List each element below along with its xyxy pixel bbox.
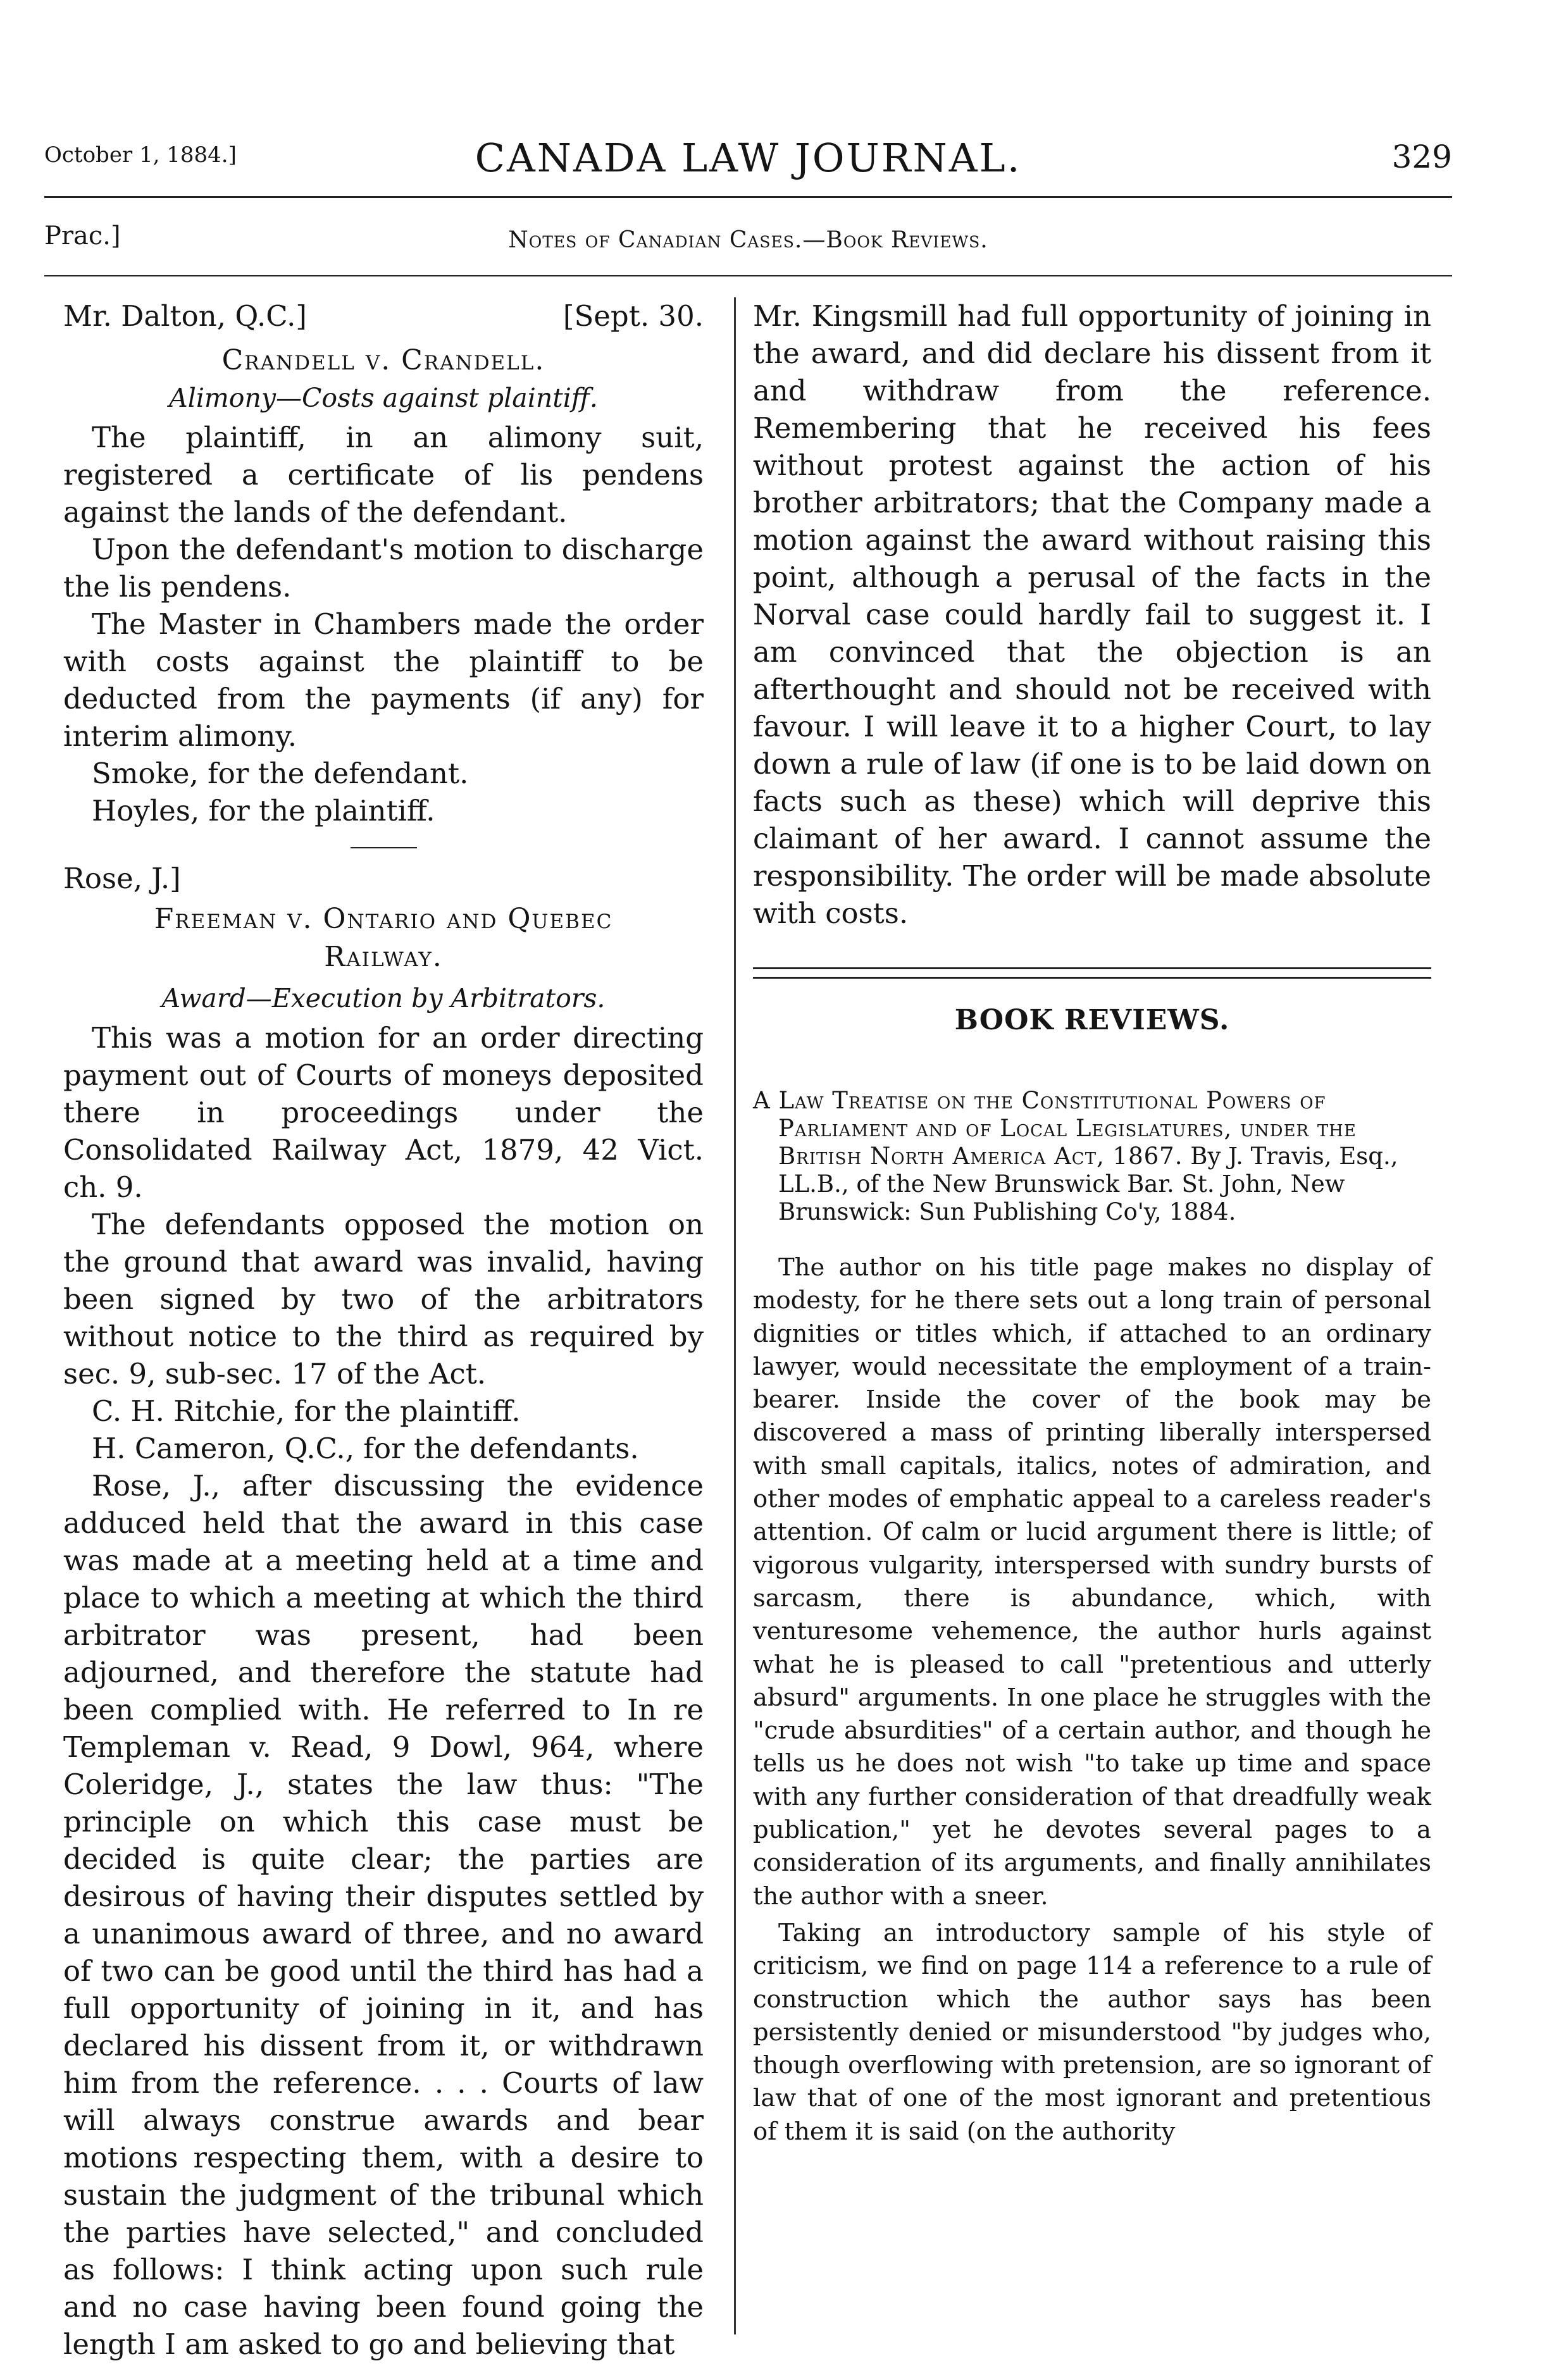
case2-title-line1: Freeman v. Ontario and Quebec [154, 903, 613, 935]
page-number: 329 [1391, 139, 1452, 175]
review-paragraph: The author on his title page makes no display of modesty, for he there sets out a long train of personal dignities or titles which, if attached to an ordinary lawyer, would necessitate the employment of a train-bearer. Inside the cover of the book may be discovered a mass of printing liberally interspersed with small capitals, italics, notes of admiration, and other modes of emphatic appeal to a careless reader's attention. Of calm or lucid argument there is little; of vigorous vulgarity, interspersed with sundry bursts of sarcasm, there is abundance, which, with venturesome vehemence, the author hurls against what he is pleased to call "pretentious and utterly absurd" arguments. In one place he struggles with the "crude absurdities" of a certain author, and though he tells us he does not wish "to take up time and space with any further consideration of that dreadfully weak publication," yet he devotes several pages to a consideration of its arguments, and finally annihilates the author with a sneer. [753, 1253, 1431, 1911]
review-paragraph: Taking an introductory sample of his style of criticism, we find on page 114 a reference to a rule of construction which the author says has been persistently denied or misunderstood "by judges who, though overflowing with pretension, are so ignorant of law that of one of the most ignorant and pretentious of them it is said (on the authority [753, 1918, 1431, 2146]
section-rule [44, 275, 1452, 276]
case2-title [63, 900, 704, 976]
case1-headnote: Alimony—Costs against plaintiff. [169, 383, 598, 413]
left-column [63, 297, 704, 2363]
case2-title-line2: Railway. [324, 941, 443, 973]
book-byline: By J. Travis, Esq., LL.B., of the New Brunswick Bar. St. John, New Brunswick: Sun Publishing Co'y, 1884. [778, 1143, 1398, 1225]
case2-counsel: H. Cameron, Q.C., for the defendants. [92, 1432, 639, 1465]
case2-judge-line [63, 860, 704, 898]
case1-judge-line [63, 297, 704, 335]
case1-title: Crandell v. Crandell. [221, 344, 545, 376]
case2-paragraph: This was a motion for an order directing payment out of Courts of moneys deposited there in proceedings under the Consolidated Railway Act, 1879, 42 Vict. ch. 9. [63, 1021, 704, 1204]
case1-paragraph: The plaintiff, in an alimony suit, registered a certificate of lis pendens against the lands of the defendant. [63, 421, 704, 529]
section-title: Notes of Canadian Cases.—Book Reviews. [508, 227, 988, 253]
book-citation [753, 1087, 1431, 1226]
section-header [44, 218, 1452, 263]
case1-date: [Sept. 30. [563, 299, 704, 333]
case-separator [351, 847, 417, 848]
case2-judgment: Rose, J., after discussing the evidence adduced held that the award in this case was made at a meeting held at a time and place to which a meeting at which the third arbitrator was present, had been adjourned, and therefore the statute had been complied with. He referred to In re Templeman v. Read, 9 Dowl, 964, where Coleridge, J., states the law thus: "The principle on which this case must be decided is quite clear; the parties are desirous of having their disputes settled by a unanimous award of three, and no award of two can be good until the third has had a full opportunity of joining in it, and has declared his dissent from it, or withdrawn him from the reference. . . . Courts of law will always construe awards and bear motions respecting them, with a desire to sustain the judgment of the tribunal which the parties have selected," and concluded as follows: I think acting upon such rule and no case having been found going the length I am asked to go and believing that [63, 1469, 704, 2361]
judgment-continuation: Mr. Kingsmill had full opportunity of joining in the award, and did declare his dissent from it and withdraw from the reference. Remembering that he received his fees without protest against the action of his brother arbitrators; that the Company made a motion against the award without raising this point, although a perusal of the facts in the Norval case could hardly fail to suggest it. I am convinced that the objection is an afterthought and should not be received with favour. I will leave it to a higher Court, to lay down a rule of law (if one is to be laid down on facts such as these) which will deprive this claimant of her award. I cannot assume the responsibility. The order will be made absolute with costs. [753, 299, 1431, 930]
right-column [753, 297, 1431, 2148]
case1-counsel: Hoyles, for the plaintiff. [92, 794, 435, 827]
double-rule [753, 967, 1431, 979]
case2-headnote: Award—Execution by Arbitrators. [161, 983, 606, 1013]
issue-date: October 1, 1884.] [44, 142, 237, 168]
header-rule [44, 196, 1452, 198]
case2-judge: Rose, J.] [63, 862, 181, 895]
case1-counsel: Smoke, for the defendant. [92, 757, 469, 790]
book-title: A Law Treatise on the Constitutional Powers of Parliament and of Local Legislatures, under the British North America Act, 1867. [753, 1087, 1357, 1170]
case1-judge: Mr. Dalton, Q.C.] [63, 299, 307, 333]
running-header [44, 130, 1452, 206]
case1-paragraph: The Master in Chambers made the order with costs against the plaintiff to be deducted from the payments (if any) for interim alimony. [63, 607, 704, 753]
case2-counsel: C. H. Ritchie, for the plaintiff. [92, 1394, 521, 1428]
case2-paragraph: The defendants opposed the motion on the ground that award was invalid, having been signed by two of the arbitrators without notice to the third as required by sec. 9, sub-sec. 17 of the Act. [63, 1208, 704, 1391]
journal-title: CANADA LAW JOURNAL. [475, 135, 1022, 181]
section-prac-label: Prac.] [44, 221, 121, 251]
column-divider [734, 297, 736, 2334]
case1-paragraph: Upon the defendant's motion to discharge the lis pendens. [63, 533, 704, 604]
book-reviews-heading: BOOK REVIEWS. [954, 1004, 1230, 1036]
